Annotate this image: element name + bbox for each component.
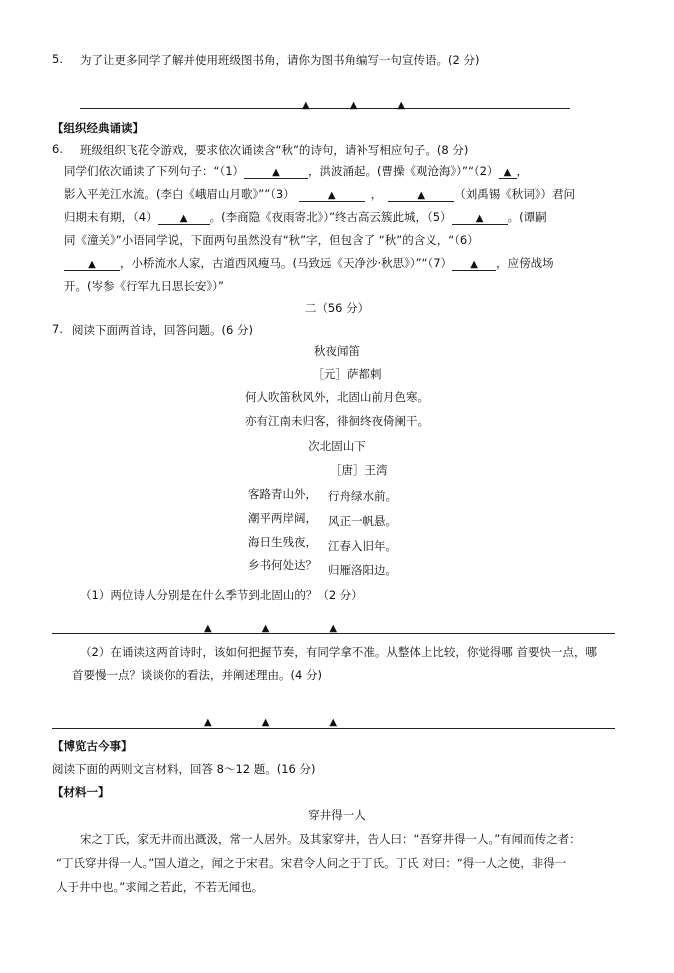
blank-4: ▲: [158, 210, 210, 225]
blank-5: ▲: [452, 210, 508, 225]
q5-number: 5.: [52, 52, 63, 66]
blank-3b: ▲: [388, 187, 454, 202]
q6-line1-text-a: 同学们依次诵读了下列句子：“（1）: [64, 164, 245, 178]
poem1-line1: 何人吹笛秋风外，北固山前月色寒。: [245, 390, 429, 404]
blank-3a: ▲: [299, 187, 365, 202]
poem2-line2a: 潮平两岸阔，: [248, 511, 317, 525]
poem2-line4a: 乡书何处达？: [248, 558, 317, 572]
material1-label: 【材料一】: [52, 785, 110, 799]
poem2-title: 次北固山下: [308, 439, 366, 453]
q7-sub2-line1: （2）在诵读这两首诗时，该如何把握节奏，有同学拿不准。从整体上比较，你觉得哪 首要快一点，哪: [80, 645, 597, 659]
q7-sub1: （1）两位诗人分别是在什么季节到北固山的？（2 分）: [80, 588, 363, 602]
q7-sub1-answer-line: [52, 633, 615, 634]
blank-2: ▲: [499, 164, 517, 179]
q7-sub1-marks: ▲ ▲ ▲: [204, 623, 338, 634]
q6-line2-text-c: （刘禹锡《秋词》）君问: [454, 187, 575, 201]
material1-paragraph-line3: 人于井中也。”求闻之若此，不若无闻也。: [56, 880, 264, 894]
q7-intro: 阅读下面两首诗，回答问题。(6 分): [72, 323, 253, 337]
q5-text: 为了让更多同学了解并使用班级图书角，请你为图书角编写一句宣传语。(2 分): [80, 53, 480, 67]
q6-line5-text-a: ，小桥流水人家，古道西风瘦马。(马致远《天净沙·秋思》）”“（7）: [120, 256, 453, 270]
q7-sub2-answer-line: [52, 728, 615, 729]
blank-6: ▲: [64, 256, 120, 271]
q6-line4-text: 同《潼关》”小语同学说，下面两句虽然没有“秋”字，但包含了 “秋”的含义，“（6）: [64, 233, 479, 247]
poem1-title: 秋夜闻笛: [314, 344, 360, 358]
q6-line2: 影入平羌江水流。(李白《峨眉山月歌》””（3） ▲ ， ▲ （刘禹锡《秋词》）君问: [64, 187, 575, 201]
q6-line2-text-a: 影入平羌江水流。(李白《峨眉山月歌》””（3）: [64, 187, 295, 201]
material1-title: 穿井得一人: [308, 808, 366, 822]
blank-1: ▲: [244, 164, 308, 179]
poem1-author: ［元］萨都剌: [312, 367, 382, 381]
poem2-author: ［唐］王湾: [330, 463, 388, 477]
q6-line3-text-a: 归期未有期，（4）: [64, 210, 158, 224]
q6-number: 6.: [52, 142, 63, 156]
q5-answer-marks: ▲ ▲ ▲: [302, 100, 406, 111]
q6-line6: 开。(岑参《行军九日思长安》）”: [64, 279, 224, 293]
q6-line4: [64, 232, 479, 248]
poem2-line3b: 江春入旧年。: [328, 539, 397, 553]
poem2-line4b: 归雁洛阳边。: [328, 563, 397, 577]
q6-intro: 班级组织飞花令游戏，要求依次诵读含“秋”的诗句，请补写相应句子。(8 分): [80, 143, 469, 157]
poem2-line3a: 海日生残夜，: [248, 535, 317, 549]
poem2-line1b: 行舟绿水前。: [328, 489, 397, 503]
section-heading-classics: 【组织经典诵读】: [52, 121, 144, 135]
poem2-line2b: 风正一帆悬。: [328, 514, 397, 528]
poem1-line2: 亦有江南未归客，徘徊终夜倚阑干。: [245, 414, 429, 428]
section-heading-history: 【博览古今事】: [52, 739, 133, 753]
q6-line1: 同学们依次诵读了下列句子：“（1） ▲ ，洪波涌起。(曹操《观沧海》）”“（2） ▲ ，: [64, 164, 528, 178]
q6-line3-text-b: 。(李商隐《夜雨寄北》）”终古高云簇此城，（5）: [209, 210, 452, 224]
q7-sub2-marks: ▲ ▲ ▲: [204, 717, 338, 728]
material1-paragraph-line1: 宋之丁氏，家无井而出溉汲，常一人居外。及其家穿井，告人曰：“吾穿井得一人。”有闻而传之者：: [80, 832, 581, 846]
part2-title: 二（56 分）: [304, 301, 370, 315]
q7-number: 7.: [52, 322, 63, 336]
q6-line1-text-b: ，洪波涌起。(曹操《观沧海》）”“（2）: [308, 164, 499, 178]
blank-7: ▲: [452, 256, 496, 271]
reading-intro: 阅读下面的两则文言材料，回答 8～12 题。(16 分): [52, 762, 316, 776]
material1-paragraph-line2: “丁氏穿井得一人。”国人道之，闻之于宋君。宋君令人问之于丁氏。丁氏 对曰：“得一人之使，非得一: [56, 856, 567, 870]
q7-sub2-line2: 首要慢一点？谈谈你的看法，并阐述理由。(4 分): [72, 668, 322, 682]
q6-line5: ▲ ，小桥流水人家，古道西风瘦马。(马致远《天净沙·秋思》）”“（7） ▲ ，应傍战场: [64, 255, 554, 271]
q6-line3: 归期未有期，（4） ▲ 。(李商隐《夜雨寄北》）”终古高云簇此城，（5） ▲ 。(谭嗣: [64, 210, 547, 224]
poem2-line1a: 客路青山外，: [248, 487, 317, 501]
